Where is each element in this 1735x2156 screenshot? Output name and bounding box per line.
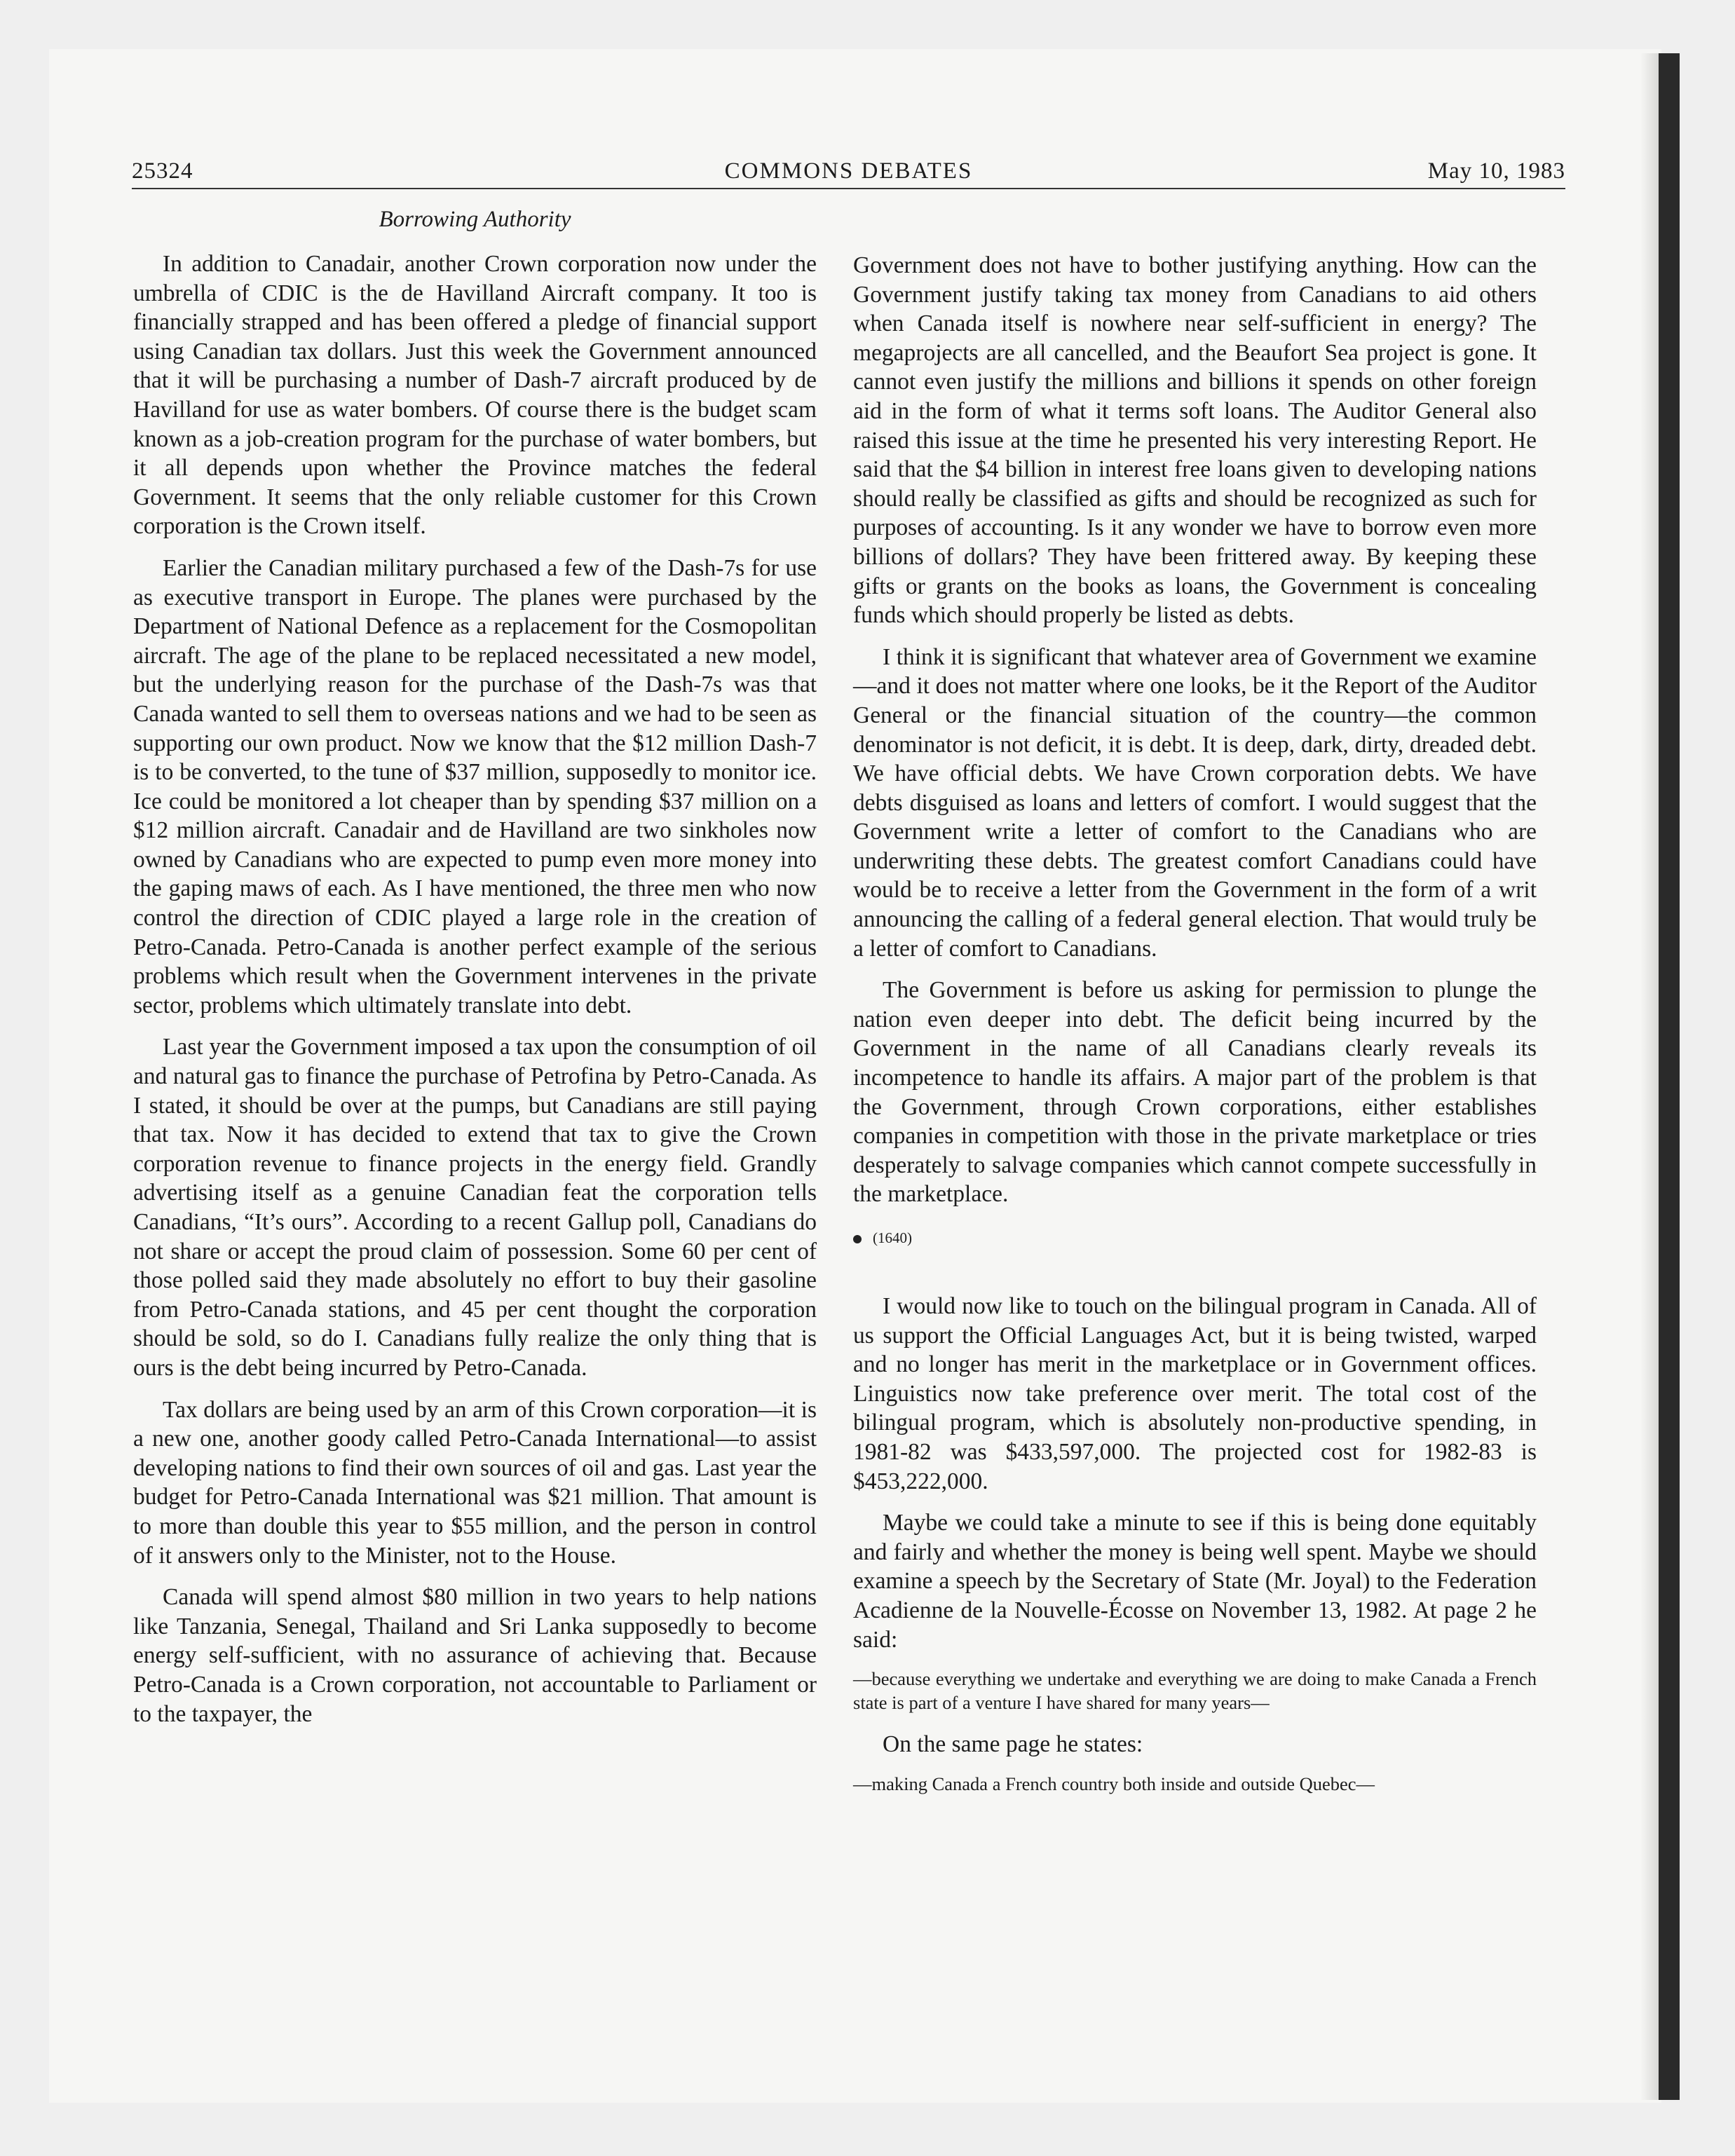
time-marker	[853, 1227, 1537, 1248]
paragraph: Maybe we could take a minute to see if this is being done equitably and fairly and whether the money is being well spent. Maybe we should examine a speech by the Secretary of State (Mr. Joyal) to the Federation Acadienne de la Nouvelle-Écosse on November 13, 1982. At page 2 he said:	[853, 1510, 1537, 1653]
publication-title: COMMONS DEBATES	[724, 158, 973, 184]
page-header	[132, 158, 1565, 192]
paragraph: Earlier the Canadian military purchased a few of the Dash-7s for use as executive transport in Europe. The planes were purchased by the Department of National Defence as a replacement for the Cosmopolitan aircraft. The age of the plane to be replaced necessitated a new model, but the underlying reason for the purchase of the Dash-7s was that Canada wanted to sell them to overseas nations and we had to be seen as supporting our own product. Now we know that the $12 million Dash-7 is to be converted, to the tune of $37 million, supposedly to monitor ice. Ice could be monitored a lot cheaper than by spending $37 million on a $12 million aircraft. Canadair and de Havilland are two sinkholes now owned by Canadians who are expected to pump even more money into the gaping maws of each. As I have mentioned, the three men who now control the direction of CDIC played a large role in the creation of Petro-Canada. Petro-Canada is another perfect example of the serious problems which result when the Government intervenes in the private sector, problems which ultimately translate into debt.	[133, 554, 817, 1018]
paragraph: I would now like to touch on the bilingual program in Canada. All of us support the Official Languages Act, but it is being twisted, warped and no longer has merit in the marketplace or in Government offices. Linguistics now take preference over merit. The total cost of the bilingual program, which is absolutely non-productive spending, in 1981-82 was $433,597,000. The projected cost for 1982-83 is $453,222,000.	[853, 1293, 1537, 1494]
right-column	[853, 251, 1537, 1811]
scan-edge	[1659, 53, 1680, 2100]
paragraph: Canada will spend almost $80 million in two years to help nations like Tanzania, Senegal, Thailand and Sri Lanka supposedly to become energy self-sufficient, with no assurance of achieving that. Because Petro-Canada is a Crown corporation, not accountable to Parliament or to the taxpayer, the	[133, 1584, 817, 1727]
bullet-icon	[853, 1235, 862, 1243]
page-number: 25324	[132, 158, 193, 184]
quotation: —because everything we undertake and everything we are doing to make Canada a French state is part of a venture I have shared for many years—	[853, 1668, 1537, 1714]
paragraph: On the same page he states:	[883, 1731, 1143, 1758]
paragraph: Tax dollars are being used by an arm of this Crown corporation—it is a new one, another goody called Petro-Canada International—to assist developing nations to find their own sources of oil and gas. Last year the budget for Petro-Canada International was $21 million. That amount is to more than double this year to $55 million, and the person in control of it answers only to the Minister, not to the House.	[133, 1396, 817, 1569]
page-date: May 10, 1983	[1427, 158, 1565, 184]
left-column	[133, 203, 817, 1741]
paragraph: The Government is before us asking for permission to plunge the nation even deeper into debt. The deficit being incurred by the Government in the name of all Canadians clearly reveals its incompetence to handle its affairs. A major part of the problem is that the Government, through Crown corporations, either establishes companies in competition with those in the private marketplace or tries desperately to salvage companies which cannot compete successfully in the marketplace.	[853, 977, 1537, 1208]
scan-shadow	[1640, 53, 1659, 2100]
paragraph: In addition to Canadair, another Crown corporation now under the umbrella of CDIC is the de Havilland Aircraft company. It too is financially strapped and has been offered a pledge of financial support using Canadian tax dollars. Just this week the Government announced that it will be purchasing a number of Dash-7 aircraft produced by de Havilland for use as water bombers. Of course there is the budget scam known as a job-creation program for the purchase of water bombers, but it all depends upon whether the Province matches the federal Government. It seems that the only reliable customer for this Crown corporation is the Crown itself.	[133, 251, 817, 540]
paragraph: Last year the Government imposed a tax upon the consumption of oil and natural gas to finance the purchase of Petrofina by Petro-Canada. As I stated, it should be over at the pumps, but Canadians are still paying that tax. Now it has decided to extend that tax to give the Crown corporation revenue to finance projects in the energy field. Grandly advertising itself as a genuine Canadian feat the corporation tells Canadians, “It’s ours”. According to a recent Gallup poll, Canadians do not share or accept the proud claim of possession. Some 60 per cent of those polled said they made absolutely no effort to buy their gasoline from Petro-Canada stations, and 45 per cent thought the corporation should be sold, so do I. Canadians fully realize the only thing that is ours is the debt being incurred by Petro-Canada.	[133, 1034, 817, 1381]
header-rule	[132, 188, 1565, 189]
section-subheading: Borrowing Authority	[379, 207, 571, 232]
quotation: —making Canada a French country both inside and outside Quebec—	[853, 1773, 1375, 1794]
time-marker-text: (1640)	[873, 1229, 912, 1246]
paragraph: I think it is significant that whatever area of Government we examine—and it does not matter where one looks, be it the Report of the Auditor General or the financial situation of the country—the common denominator is not deficit, it is debt. It is deep, dark, dirty, dreaded debt. We have official debts. We have Crown corporation debts. We have debts disguised as loans and letters of comfort. I would suggest that the Government write a letter of comfort to the Canadians who are underwriting these debts. The greatest comfort Canadians could have would be to receive a letter from the Government in the form of a writ announcing the calling of a federal general election. That would truly be a letter of comfort to Canadians.	[853, 643, 1537, 962]
paragraph: Government does not have to bother justifying anything. How can the Government justify taking tax money from Canadians to aid others when Canada itself is nowhere near self-sufficient in energy? The megaprojects are all cancelled, and the Beaufort Sea project is gone. It cannot even justify the millions and billions it spends on other foreign aid in the form of what it terms soft loans. The Auditor General also raised this issue at the time he presented his very interesting Report. He said that the $4 billion in interest free loans given to developing nations should really be classified as gifts and should be recognized as such for purposes of accounting. Is it any wonder we have to borrow even more billions of dollars? They have been frittered away. By keeping these gifts or grants on the books as loans, the Government is concealing funds which should properly be listed as debts.	[853, 252, 1537, 629]
